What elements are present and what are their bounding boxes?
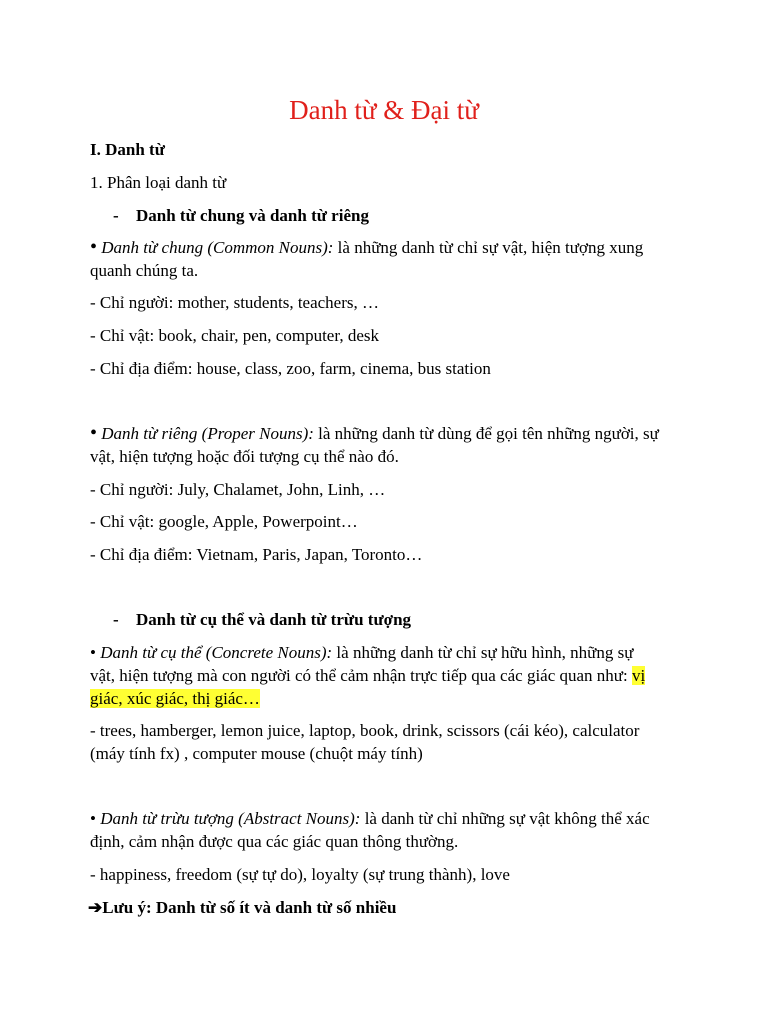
definition-continuation: vật, hiện tượng hoặc đối tượng cụ thể nào đó. xyxy=(90,447,399,466)
example-line: - Chỉ địa điểm: house, class, zoo, farm, cinema, bus station xyxy=(90,359,491,378)
example-line: - Chỉ người: July, Chalamet, John, Linh, … xyxy=(90,480,386,499)
common-noun-definition xyxy=(90,236,643,259)
definition-continuation: quanh chúng ta. xyxy=(90,261,199,280)
example-line: - Chỉ địa điểm: Vietnam, Paris, Japan, Toronto… xyxy=(90,545,423,564)
note-heading xyxy=(88,896,396,919)
definition-text: là danh từ chỉ những sự vật không thể xác xyxy=(360,809,650,828)
arrow-right-icon: ➔ xyxy=(88,898,103,917)
definition-text: là những danh từ chỉ sự vật, hiện tượng xung xyxy=(333,238,644,257)
highlighted-text: vị xyxy=(632,666,646,685)
list-dash: - xyxy=(113,610,119,629)
bullet-icon: • xyxy=(90,422,98,444)
page-title: Danh từ & Đại từ xyxy=(289,95,479,125)
definition-continuation xyxy=(90,687,260,710)
abstract-noun-term: Danh từ trừu tượng (Abstract Nouns): xyxy=(100,809,361,828)
concrete-noun-term: Danh từ cụ thể (Concrete Nouns): xyxy=(100,643,333,662)
example-line: - trees, hamberger, lemon juice, laptop, book, drink, scissors (cái kéo), calculator xyxy=(90,721,640,740)
proper-noun-definition xyxy=(90,422,659,445)
definition-continuation xyxy=(90,664,645,687)
note-text: Lưu ý: Danh từ số ít và danh từ số nhiều xyxy=(102,898,397,917)
list-heading-text: Danh từ chung và danh từ riêng xyxy=(136,206,369,225)
list-dash: - xyxy=(113,206,119,225)
concrete-noun-definition xyxy=(90,641,633,664)
example-continuation: (máy tính fx) , computer mouse (chuột máy tính) xyxy=(90,744,423,763)
bullet-icon: • xyxy=(90,643,96,662)
example-line: - happiness, freedom (sự tự do), loyalty (sự trung thành), love xyxy=(90,865,510,884)
definition-text: vật, hiện tượng mà con người có thể cảm nhận trực tiếp qua các giác quan như: xyxy=(90,666,632,685)
abstract-noun-definition xyxy=(90,807,650,830)
common-noun-term: Danh từ chung (Common Nouns): xyxy=(101,238,334,257)
example-line: - Chỉ vật: google, Apple, Powerpoint… xyxy=(90,512,358,531)
proper-noun-term: Danh từ riêng (Proper Nouns): xyxy=(101,424,314,443)
highlighted-text: giác, xúc giác, thị giác… xyxy=(90,689,260,708)
bullet-icon: • xyxy=(90,809,96,828)
definition-text: là những danh từ chỉ sự hữu hình, những sự xyxy=(332,643,634,662)
definition-continuation: định, cảm nhận được qua các giác quan thông thường. xyxy=(90,832,459,851)
list-heading-text: Danh từ cụ thể và danh từ trừu tượng xyxy=(136,610,412,629)
example-line: - Chỉ người: mother, students, teachers, … xyxy=(90,293,379,312)
section-heading: I. Danh từ xyxy=(90,140,165,159)
bullet-icon: • xyxy=(90,236,98,258)
subsection-heading: 1. Phân loại danh từ xyxy=(90,173,227,192)
example-line: - Chỉ vật: book, chair, pen, computer, desk xyxy=(90,326,379,345)
definition-text: là những danh từ dùng để gọi tên những người, sự xyxy=(313,424,659,443)
